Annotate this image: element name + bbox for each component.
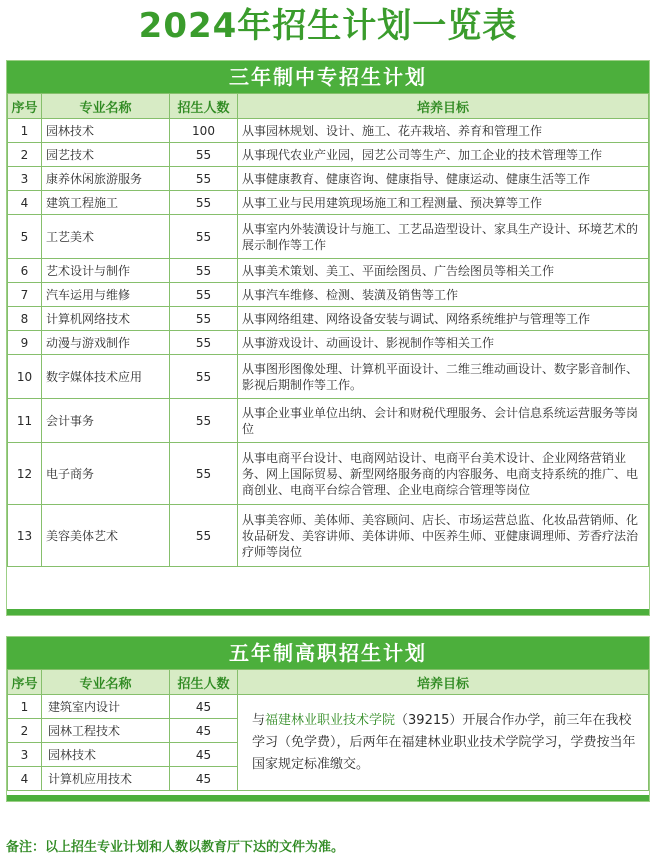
row-major: 数字媒体技术应用 bbox=[42, 355, 170, 399]
row-goal: 从事游戏设计、动画设计、影视制作等相关工作 bbox=[238, 331, 649, 355]
table-row bbox=[8, 283, 649, 307]
row-seq: 4 bbox=[8, 767, 42, 791]
section-bottom-band bbox=[7, 795, 649, 801]
row-goal: 从事现代农业产业园，园艺公司等生产、加工企业的技术管理等工作 bbox=[238, 143, 649, 167]
row-seq: 8 bbox=[8, 307, 42, 331]
row-seq: 2 bbox=[8, 719, 42, 743]
footnote: 备注：以上招生专业计划和人数以教育厅下达的文件为准。 bbox=[6, 840, 345, 855]
row-count: 55 bbox=[170, 443, 238, 505]
table-row bbox=[8, 143, 649, 167]
five-year-goal bbox=[238, 695, 649, 791]
row-major: 动漫与游戏制作 bbox=[42, 331, 170, 355]
row-seq: 1 bbox=[8, 695, 42, 719]
row-count: 55 bbox=[170, 505, 238, 567]
table-row bbox=[8, 695, 649, 719]
col-header-goal: 培养目标 bbox=[238, 670, 649, 695]
table-row bbox=[8, 259, 649, 283]
row-major: 园林技术 bbox=[42, 119, 170, 143]
table-header-row bbox=[8, 94, 649, 119]
row-major: 园艺技术 bbox=[42, 143, 170, 167]
row-major: 园林工程技术 bbox=[42, 719, 170, 743]
row-goal: 从事汽车维修、检测、装潢及销售等工作 bbox=[238, 283, 649, 307]
table-row bbox=[8, 167, 649, 191]
row-major: 会计事务 bbox=[42, 399, 170, 443]
five-year-table bbox=[7, 669, 649, 791]
row-count: 55 bbox=[170, 331, 238, 355]
table-row bbox=[8, 505, 649, 567]
row-goal: 从事企业事业单位出纳、会计和财税代理服务、会计信息系统运营服务等岗位 bbox=[238, 399, 649, 443]
col-header-count: 招生人数 bbox=[170, 94, 238, 119]
row-count: 55 bbox=[170, 191, 238, 215]
row-goal: 从事工业与民用建筑现场施工和工程测量、预决算等工作 bbox=[238, 191, 649, 215]
goal-rest: （39215）开展合作办学，前三年在我校学习（免学费），后两年在福建林业职业技术学院学习，学费按当年国家规定标准缴交。 bbox=[252, 712, 636, 772]
table-row bbox=[8, 355, 649, 399]
row-seq: 6 bbox=[8, 259, 42, 283]
row-seq: 10 bbox=[8, 355, 42, 399]
row-major: 计算机网络技术 bbox=[42, 307, 170, 331]
col-header-seq: 序号 bbox=[8, 670, 42, 695]
five-year-section bbox=[6, 636, 650, 802]
row-major: 园林技术 bbox=[42, 743, 170, 767]
row-major: 计算机应用技术 bbox=[42, 767, 170, 791]
three-year-title: 三年制中专招生计划 bbox=[7, 61, 649, 93]
table-row bbox=[8, 443, 649, 505]
row-count: 55 bbox=[170, 167, 238, 191]
row-major: 建筑室内设计 bbox=[42, 695, 170, 719]
row-count: 55 bbox=[170, 283, 238, 307]
row-major: 工艺美术 bbox=[42, 215, 170, 259]
table-header-row bbox=[8, 670, 649, 695]
row-seq: 7 bbox=[8, 283, 42, 307]
col-header-major: 专业名称 bbox=[42, 94, 170, 119]
row-count: 45 bbox=[170, 743, 238, 767]
col-header-count: 招生人数 bbox=[170, 670, 238, 695]
row-seq: 5 bbox=[8, 215, 42, 259]
table-row bbox=[8, 399, 649, 443]
row-goal: 从事室内外装潢设计与施工、工艺品造型设计、家具生产设计、环境艺术的展示制作等工作 bbox=[238, 215, 649, 259]
row-count: 55 bbox=[170, 355, 238, 399]
table-row bbox=[8, 119, 649, 143]
row-count: 55 bbox=[170, 399, 238, 443]
row-goal: 从事健康教育、健康咨询、健康指导、健康运动、健康生活等工作 bbox=[238, 167, 649, 191]
row-goal: 从事图形图像处理、计算机平面设计、二维三维动画设计、数字影音制作、影视后期制作等工作。 bbox=[238, 355, 649, 399]
table-row bbox=[8, 307, 649, 331]
goal-prefix: 与 bbox=[252, 712, 266, 728]
section-bottom-band bbox=[7, 609, 649, 615]
row-major: 汽车运用与维修 bbox=[42, 283, 170, 307]
row-goal: 从事网络组建、网络设备安装与调试、网络系统维护与管理等工作 bbox=[238, 307, 649, 331]
row-seq: 11 bbox=[8, 399, 42, 443]
row-seq: 9 bbox=[8, 331, 42, 355]
goal-school-name: 福建林业职业技术学院 bbox=[265, 712, 396, 728]
row-goal: 从事电商平台设计、电商网站设计、电商平台美术设计、企业网络营销业务、网上国际贸易、新型网络服务商的内容服务、电商支持系统的推广、电商创业、电商平台综合管理、企业电商综合管理等岗位 bbox=[238, 443, 649, 505]
row-major: 电子商务 bbox=[42, 443, 170, 505]
row-count: 45 bbox=[170, 719, 238, 743]
col-header-goal: 培养目标 bbox=[238, 94, 649, 119]
three-year-table bbox=[7, 93, 649, 567]
col-header-major: 专业名称 bbox=[42, 670, 170, 695]
row-count: 55 bbox=[170, 143, 238, 167]
row-seq: 4 bbox=[8, 191, 42, 215]
row-count: 55 bbox=[170, 259, 238, 283]
page-title: 2024年招生计划一览表 bbox=[138, 6, 518, 46]
row-count: 55 bbox=[170, 307, 238, 331]
row-goal: 从事美容师、美体师、美容顾问、店长、市场运营总监、化妆品营销师、化妆品研发、美容讲师、美体讲师、中医养生师、亚健康调理师、芳香疗法治疗师等岗位 bbox=[238, 505, 649, 567]
five-year-title: 五年制高职招生计划 bbox=[7, 637, 649, 669]
row-seq: 13 bbox=[8, 505, 42, 567]
table-row bbox=[8, 331, 649, 355]
row-seq: 3 bbox=[8, 743, 42, 767]
row-major: 建筑工程施工 bbox=[42, 191, 170, 215]
row-seq: 1 bbox=[8, 119, 42, 143]
row-count: 45 bbox=[170, 695, 238, 719]
row-major: 艺术设计与制作 bbox=[42, 259, 170, 283]
col-header-seq: 序号 bbox=[8, 94, 42, 119]
row-count: 45 bbox=[170, 767, 238, 791]
row-major: 康养休闲旅游服务 bbox=[42, 167, 170, 191]
row-major: 美容美体艺术 bbox=[42, 505, 170, 567]
three-year-section bbox=[6, 60, 650, 616]
row-goal: 从事园林规划、设计、施工、花卉栽培、养育和管理工作 bbox=[238, 119, 649, 143]
row-goal: 从事美术策划、美工、平面绘图员、广告绘图员等相关工作 bbox=[238, 259, 649, 283]
table-row bbox=[8, 191, 649, 215]
row-count: 100 bbox=[170, 119, 238, 143]
row-seq: 3 bbox=[8, 167, 42, 191]
table-row bbox=[8, 215, 649, 259]
row-count: 55 bbox=[170, 215, 238, 259]
row-seq: 2 bbox=[8, 143, 42, 167]
row-seq: 12 bbox=[8, 443, 42, 505]
